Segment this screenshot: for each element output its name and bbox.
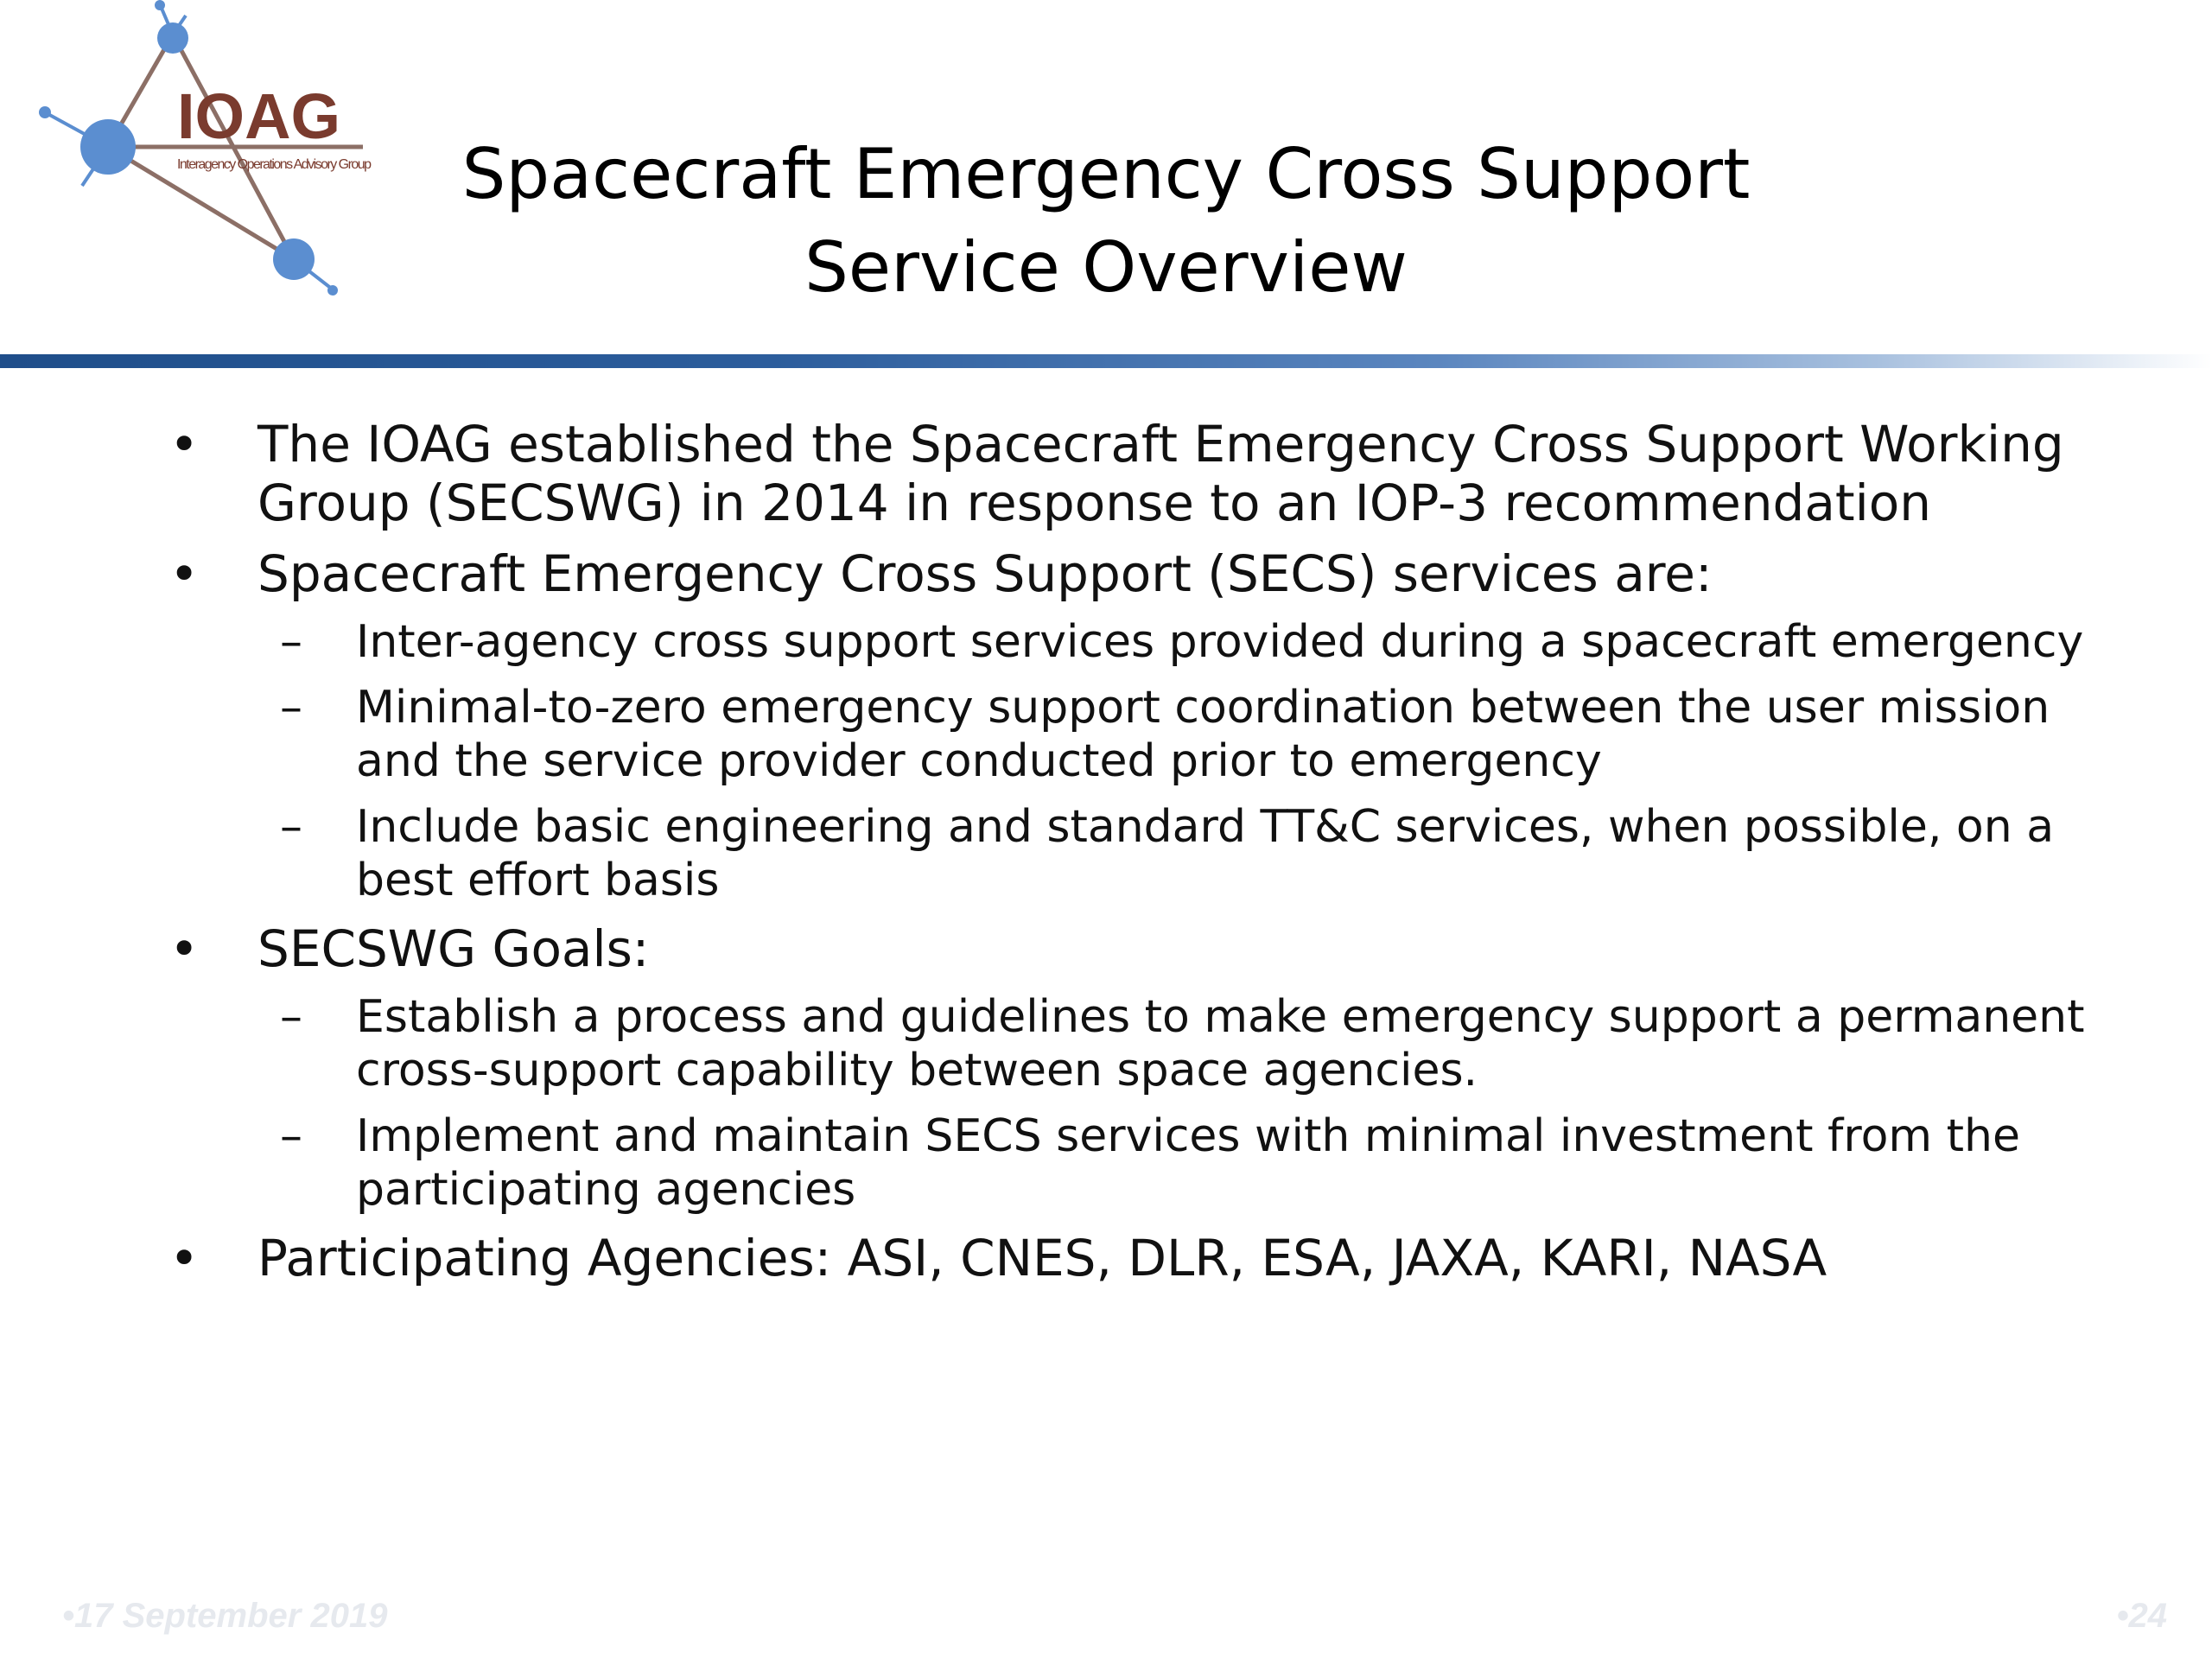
slide-body (164, 415, 2100, 1300)
slide-title (415, 128, 1797, 315)
sub-bullet-text: Establish a process and guidelines to make emergency support a permanent cross-support capability between space agencies. (356, 991, 2085, 1096)
logo-subtitle: Interagency Operations Advisory Group (177, 157, 372, 172)
bullet-text: SECSWG Goals: (257, 919, 650, 978)
bullet-item (164, 544, 2100, 603)
title-divider (0, 354, 2212, 368)
dash-marker: – (280, 801, 302, 853)
bullet-marker: • (169, 1229, 200, 1287)
sub-bullet-item (164, 1109, 2100, 1217)
sub-bullet-item (164, 615, 2100, 669)
slide-title-line-2: Service Overview (804, 227, 1408, 308)
sub-bullet-item (164, 681, 2100, 788)
bullet-marker: • (169, 544, 200, 603)
sub-bullet-item (164, 990, 2100, 1097)
dash-marker: – (280, 616, 302, 668)
bullet-text: The IOAG established the Spacecraft Emergency Cross Support Working Group (SECSWG) in 2014 in response to an IOP-3 recommendation (257, 415, 2064, 532)
bullet-item (164, 919, 2100, 978)
sub-bullet-item (164, 800, 2100, 907)
dash-marker: – (280, 991, 302, 1043)
ioag-logo (35, 0, 372, 302)
sub-bullet-text: Implement and maintain SECS services with minimal investment from the participating agencies (356, 1110, 2020, 1216)
sub-bullet-text: Inter-agency cross support services provided during a spacecraft emergency (356, 616, 2084, 668)
footer-date: •17 September 2019 (62, 1597, 388, 1635)
slide-title-line-1: Spacecraft Emergency Cross Support (461, 134, 1751, 214)
dash-marker: – (280, 682, 302, 734)
bullet-item (164, 1229, 2100, 1287)
sub-bullet-text: Include basic engineering and standard TT&C services, when possible, on a best effort basis (356, 801, 2055, 906)
logo-wordmark: IOAG (177, 80, 341, 152)
bullet-marker: • (169, 415, 200, 474)
footer-page-number: •24 (2116, 1597, 2167, 1635)
dash-marker: – (280, 1110, 302, 1162)
bullet-marker: • (169, 919, 200, 978)
bullet-text: Spacecraft Emergency Cross Support (SECS) services are: (257, 544, 1713, 603)
bullet-text: Participating Agencies: ASI, CNES, DLR, ESA, JAXA, KARI, NASA (257, 1229, 1827, 1287)
sub-bullet-text: Minimal-to-zero emergency support coordination between the user mission and the service provider conducted prior to emergency (356, 682, 2050, 787)
bullet-item (164, 415, 2100, 532)
